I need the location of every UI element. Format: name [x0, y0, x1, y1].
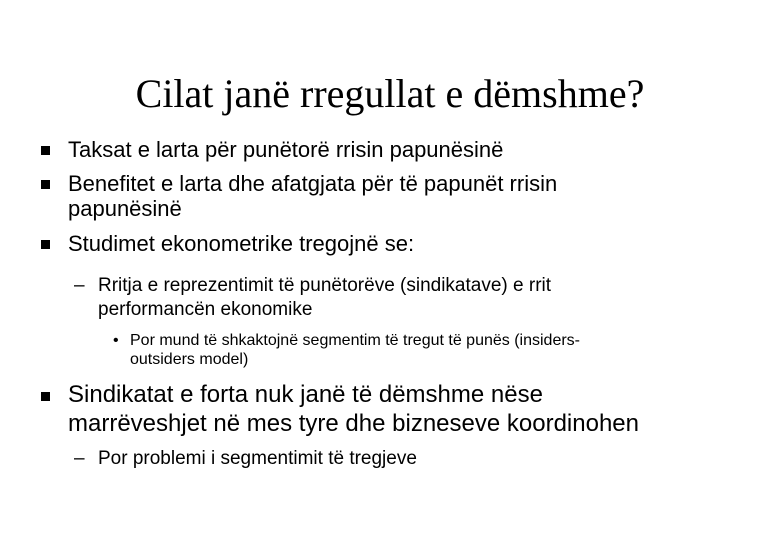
sub-bullet-text — [98, 447, 417, 471]
sub-bullet-line: Rritja e reprezentimit të punëtorëve (sindikatave) e rrit — [98, 275, 552, 296]
bullet-text — [68, 137, 503, 162]
bullet-line: marrëveshjet në mes tyre dhe bizneseve koordinohen — [68, 410, 639, 437]
sub-sub-bullet-text — [130, 331, 580, 369]
square-bullet-icon — [41, 180, 50, 189]
bullet-line: papunësinë — [68, 196, 182, 221]
bullet-line: Benefitet e larta dhe afatgjata për të papunët rrisin — [68, 171, 558, 196]
bullet-text — [68, 231, 414, 256]
sub-sub-bullet-line: Por mund të shkaktojnë segmentim të tregut të punës (insiders- — [130, 332, 580, 349]
sub-bullet-line: performancën ekonomike — [98, 299, 313, 320]
bullet-line: Taksat e larta për punëtorë rrisin papunësinë — [68, 137, 504, 162]
square-bullet-icon — [41, 392, 50, 401]
dot-marker: • — [113, 332, 119, 349]
sub-bullet-text — [98, 274, 551, 322]
square-bullet-icon — [41, 146, 50, 155]
bullet-line: Studimet ekonometrike tregojnë se: — [68, 231, 415, 256]
sub-sub-bullet-line: outsiders model) — [130, 351, 249, 368]
dash-marker: – — [74, 448, 85, 469]
square-bullet-icon — [41, 240, 50, 249]
bullet-text — [68, 380, 639, 438]
bullet-line: Sindikatat e forta nuk janë të dëmshme nëse — [68, 381, 543, 408]
bullet-text — [68, 171, 557, 221]
sub-bullet-line: Por problemi i segmentimit të tregjeve — [98, 448, 417, 469]
slide-title: Cilat janë rregullat e dëmshme? — [135, 71, 645, 116]
dash-marker: – — [74, 275, 85, 296]
